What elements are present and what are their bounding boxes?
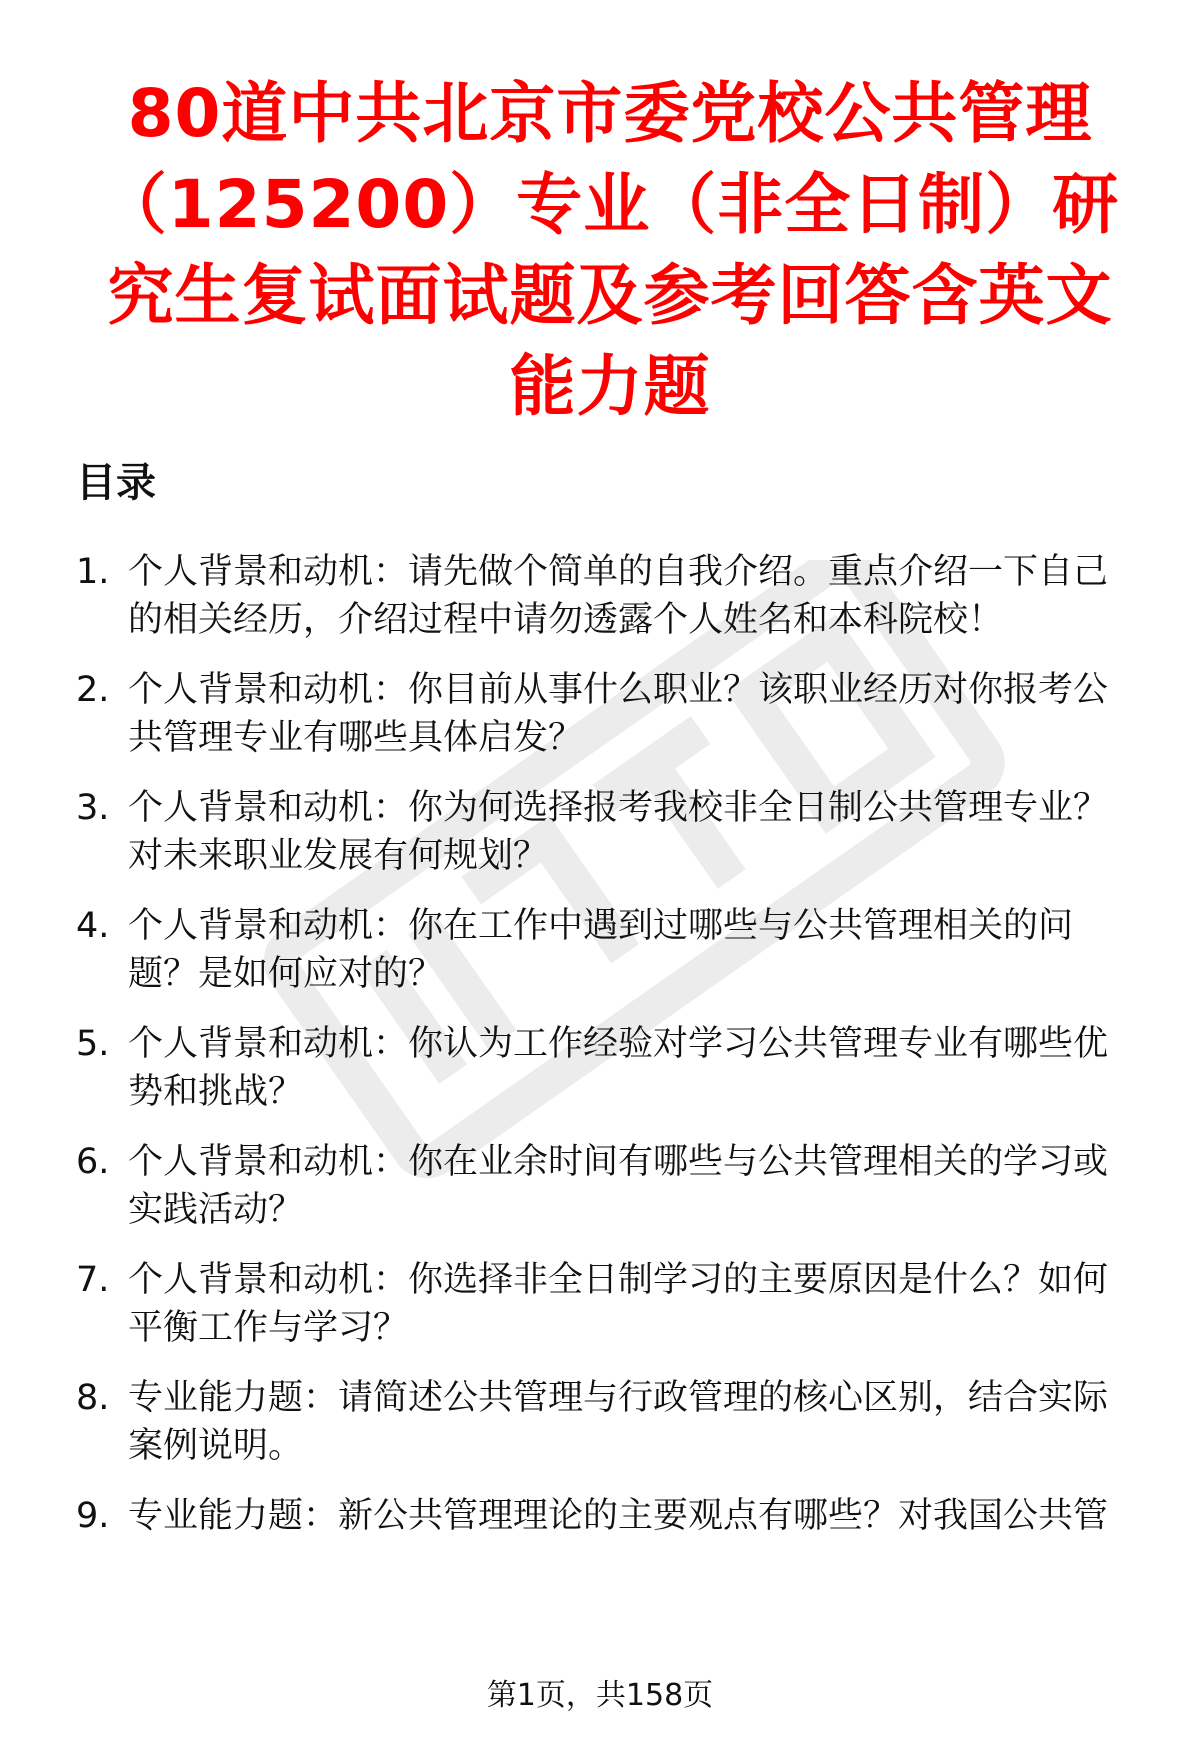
toc-item-number: 4. — [76, 906, 110, 946]
toc-item-number: 8. — [76, 1378, 110, 1418]
toc-item-text: 个人背景和动机：你目前从事什么职业？该职业经历对你报考公共管理专业有哪些具体启发？ — [128, 670, 1109, 758]
toc-item[interactable] — [76, 548, 1136, 644]
toc-item-number: 2. — [76, 670, 110, 710]
toc-item[interactable] — [76, 666, 1136, 762]
toc-item-number: 9. — [76, 1496, 110, 1536]
toc-item[interactable] — [76, 1256, 1136, 1352]
toc-item-text: 专业能力题：请简述公共管理与行政管理的核心区别，结合实际案例说明。 — [128, 1378, 1109, 1466]
toc-item[interactable] — [76, 902, 1136, 998]
toc-item-number: 5. — [76, 1024, 110, 1064]
toc-heading: 目录 — [76, 460, 156, 506]
toc-item[interactable] — [76, 784, 1136, 880]
toc-item-number: 3. — [76, 788, 110, 828]
toc-item-text: 个人背景和动机：你在业余时间有哪些与公共管理相关的学习或实践活动？ — [128, 1142, 1109, 1230]
document-title: 80道中共北京市委党校公共管理（125200）专业（非全日制）研究生复试面试题及参考回答含英文能力题 — [100, 75, 1120, 425]
toc-item-text: 个人背景和动机：你为何选择报考我校非全日制公共管理专业？对未来职业发展有何规划？ — [128, 788, 1109, 876]
toc-item[interactable] — [76, 1020, 1136, 1116]
toc-item-number: 1. — [76, 552, 110, 592]
toc-item-text: 个人背景和动机：你选择非全日制学习的主要原因是什么？如何平衡工作与学习？ — [128, 1260, 1109, 1348]
toc-item-text: 个人背景和动机：你认为工作经验对学习公共管理专业有哪些优势和挑战？ — [128, 1024, 1109, 1112]
toc-item-text: 个人背景和动机：请先做个简单的自我介绍。重点介绍一下自己的相关经历，介绍过程中请勿透露个人姓名和本科院校！ — [128, 552, 1109, 640]
toc-item-number: 7. — [76, 1260, 110, 1300]
toc-item-text: 专业能力题：新公共管理理论的主要观点有哪些？对我国公共管 — [128, 1496, 1109, 1536]
toc-item[interactable] — [76, 1138, 1136, 1234]
page-footer: 第1页，共158页 — [486, 1678, 714, 1713]
toc-item-number: 6. — [76, 1142, 110, 1182]
toc-item[interactable] — [76, 1492, 1136, 1540]
toc-item-text: 个人背景和动机：你在工作中遇到过哪些与公共管理相关的问题？是如何应对的？ — [128, 906, 1074, 994]
toc-item[interactable] — [76, 1374, 1136, 1470]
